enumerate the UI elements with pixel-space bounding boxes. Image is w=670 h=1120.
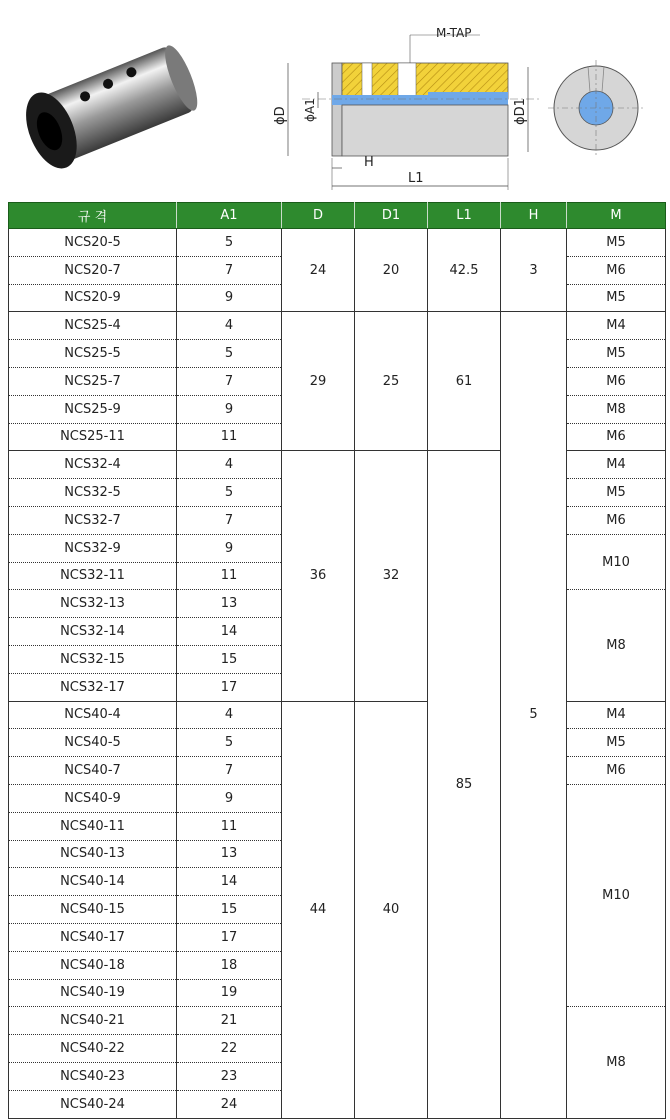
a1-cell: 5 [177, 340, 282, 368]
m-cell: M6 [567, 757, 666, 785]
m-cell: M4 [567, 451, 666, 479]
m-cell: M6 [567, 256, 666, 284]
m-cell: M8 [567, 395, 666, 423]
header-d1: D1 [355, 203, 428, 229]
header-l1: L1 [428, 203, 501, 229]
d1-cell: 20 [355, 229, 428, 312]
spec-cell: NCS40-4 [9, 701, 177, 729]
a1-cell: 17 [177, 673, 282, 701]
a1-cell: 17 [177, 923, 282, 951]
a1-cell: 9 [177, 784, 282, 812]
spec-cell: NCS32-7 [9, 506, 177, 534]
spec-cell: NCS40-7 [9, 757, 177, 785]
spec-cell: NCS32-14 [9, 618, 177, 646]
m-cell: M10 [567, 784, 666, 1006]
m-cell: M4 [567, 701, 666, 729]
label-l1: L1 [408, 171, 424, 186]
spec-cell: NCS20-5 [9, 229, 177, 257]
header-m: M [567, 203, 666, 229]
header-row [9, 203, 666, 229]
d-cell: 36 [282, 451, 355, 701]
a1-cell: 18 [177, 951, 282, 979]
product-illustration [0, 0, 670, 200]
a1-cell: 9 [177, 534, 282, 562]
a1-cell: 7 [177, 757, 282, 785]
spec-cell: NCS32-4 [9, 451, 177, 479]
table-row [9, 701, 666, 729]
spec-cell: NCS40-22 [9, 1035, 177, 1063]
a1-cell: 21 [177, 1007, 282, 1035]
spec-cell: NCS40-18 [9, 951, 177, 979]
a1-cell: 11 [177, 562, 282, 590]
figure-area [0, 0, 670, 200]
d1-cell: 40 [355, 701, 428, 1118]
a1-cell: 15 [177, 896, 282, 924]
spec-cell: NCS32-15 [9, 645, 177, 673]
spec-cell: NCS25-7 [9, 367, 177, 395]
l1-cell: 42.5 [428, 229, 501, 312]
a1-cell: 11 [177, 812, 282, 840]
a1-cell: 15 [177, 645, 282, 673]
m-cell: M5 [567, 479, 666, 507]
table-row [9, 229, 666, 257]
m-cell: M10 [567, 534, 666, 590]
h-cell: 5 [501, 312, 567, 1118]
spec-cell: NCS20-9 [9, 284, 177, 312]
table-row [9, 312, 666, 340]
a1-cell: 5 [177, 729, 282, 757]
spec-cell: NCS40-21 [9, 1007, 177, 1035]
end-view [548, 60, 644, 156]
a1-cell: 7 [177, 367, 282, 395]
section-drawing [288, 35, 540, 190]
l1-cell: 61 [428, 312, 501, 451]
m-cell: M6 [567, 367, 666, 395]
m-cell: M5 [567, 340, 666, 368]
d-cell: 24 [282, 229, 355, 312]
a1-cell: 24 [177, 1090, 282, 1118]
a1-cell: 5 [177, 229, 282, 257]
d-cell: 29 [282, 312, 355, 451]
header-h: H [501, 203, 567, 229]
spec-cell: NCS32-11 [9, 562, 177, 590]
spec-cell: NCS40-17 [9, 923, 177, 951]
m-cell: M5 [567, 284, 666, 312]
spec-cell: NCS40-23 [9, 1062, 177, 1090]
spec-cell: NCS40-5 [9, 729, 177, 757]
spec-cell: NCS40-14 [9, 868, 177, 896]
m-cell: M6 [567, 506, 666, 534]
spec-cell: NCS25-5 [9, 340, 177, 368]
label-phi-a1: ϕA1 [303, 98, 317, 122]
a1-cell: 11 [177, 423, 282, 451]
m-cell: M5 [567, 229, 666, 257]
spec-table [8, 202, 666, 1119]
a1-cell: 23 [177, 1062, 282, 1090]
spec-cell: NCS40-15 [9, 896, 177, 924]
label-h: H [364, 155, 374, 170]
m-cell: M8 [567, 590, 666, 701]
spec-cell: NCS25-4 [9, 312, 177, 340]
spec-cell: NCS40-19 [9, 979, 177, 1007]
label-phi-d: ϕD [273, 106, 288, 125]
m-cell: M5 [567, 729, 666, 757]
a1-cell: 9 [177, 284, 282, 312]
d1-cell: 32 [355, 451, 428, 701]
spec-cell: NCS32-17 [9, 673, 177, 701]
spec-cell: NCS20-7 [9, 256, 177, 284]
a1-cell: 4 [177, 701, 282, 729]
m-cell: M4 [567, 312, 666, 340]
spec-cell: NCS32-9 [9, 534, 177, 562]
spec-cell: NCS40-11 [9, 812, 177, 840]
spec-cell: NCS25-11 [9, 423, 177, 451]
spec-cell: NCS40-24 [9, 1090, 177, 1118]
a1-cell: 4 [177, 451, 282, 479]
a1-cell: 7 [177, 506, 282, 534]
spec-cell: NCS32-5 [9, 479, 177, 507]
a1-cell: 7 [177, 256, 282, 284]
spec-cell: NCS25-9 [9, 395, 177, 423]
d-cell: 44 [282, 701, 355, 1118]
l1-cell: 85 [428, 451, 501, 1118]
spec-cell: NCS32-13 [9, 590, 177, 618]
a1-cell: 5 [177, 479, 282, 507]
a1-cell: 14 [177, 618, 282, 646]
m-cell: M8 [567, 1007, 666, 1118]
a1-cell: 14 [177, 868, 282, 896]
spec-cell: NCS40-9 [9, 784, 177, 812]
a1-cell: 22 [177, 1035, 282, 1063]
spec-cell: NCS40-13 [9, 840, 177, 868]
header-a1: A1 [177, 203, 282, 229]
header-d: D [282, 203, 355, 229]
sleeve-photo [16, 37, 205, 176]
h-cell: 3 [501, 229, 567, 312]
label-m-tap: M-TAP [436, 26, 472, 40]
a1-cell: 13 [177, 840, 282, 868]
a1-cell: 13 [177, 590, 282, 618]
m-cell: M6 [567, 423, 666, 451]
a1-cell: 4 [177, 312, 282, 340]
label-phi-d1: ϕD1 [513, 98, 528, 125]
a1-cell: 9 [177, 395, 282, 423]
table-row [9, 451, 666, 479]
header-spec: 규 격 [9, 203, 177, 229]
d1-cell: 25 [355, 312, 428, 451]
a1-cell: 19 [177, 979, 282, 1007]
